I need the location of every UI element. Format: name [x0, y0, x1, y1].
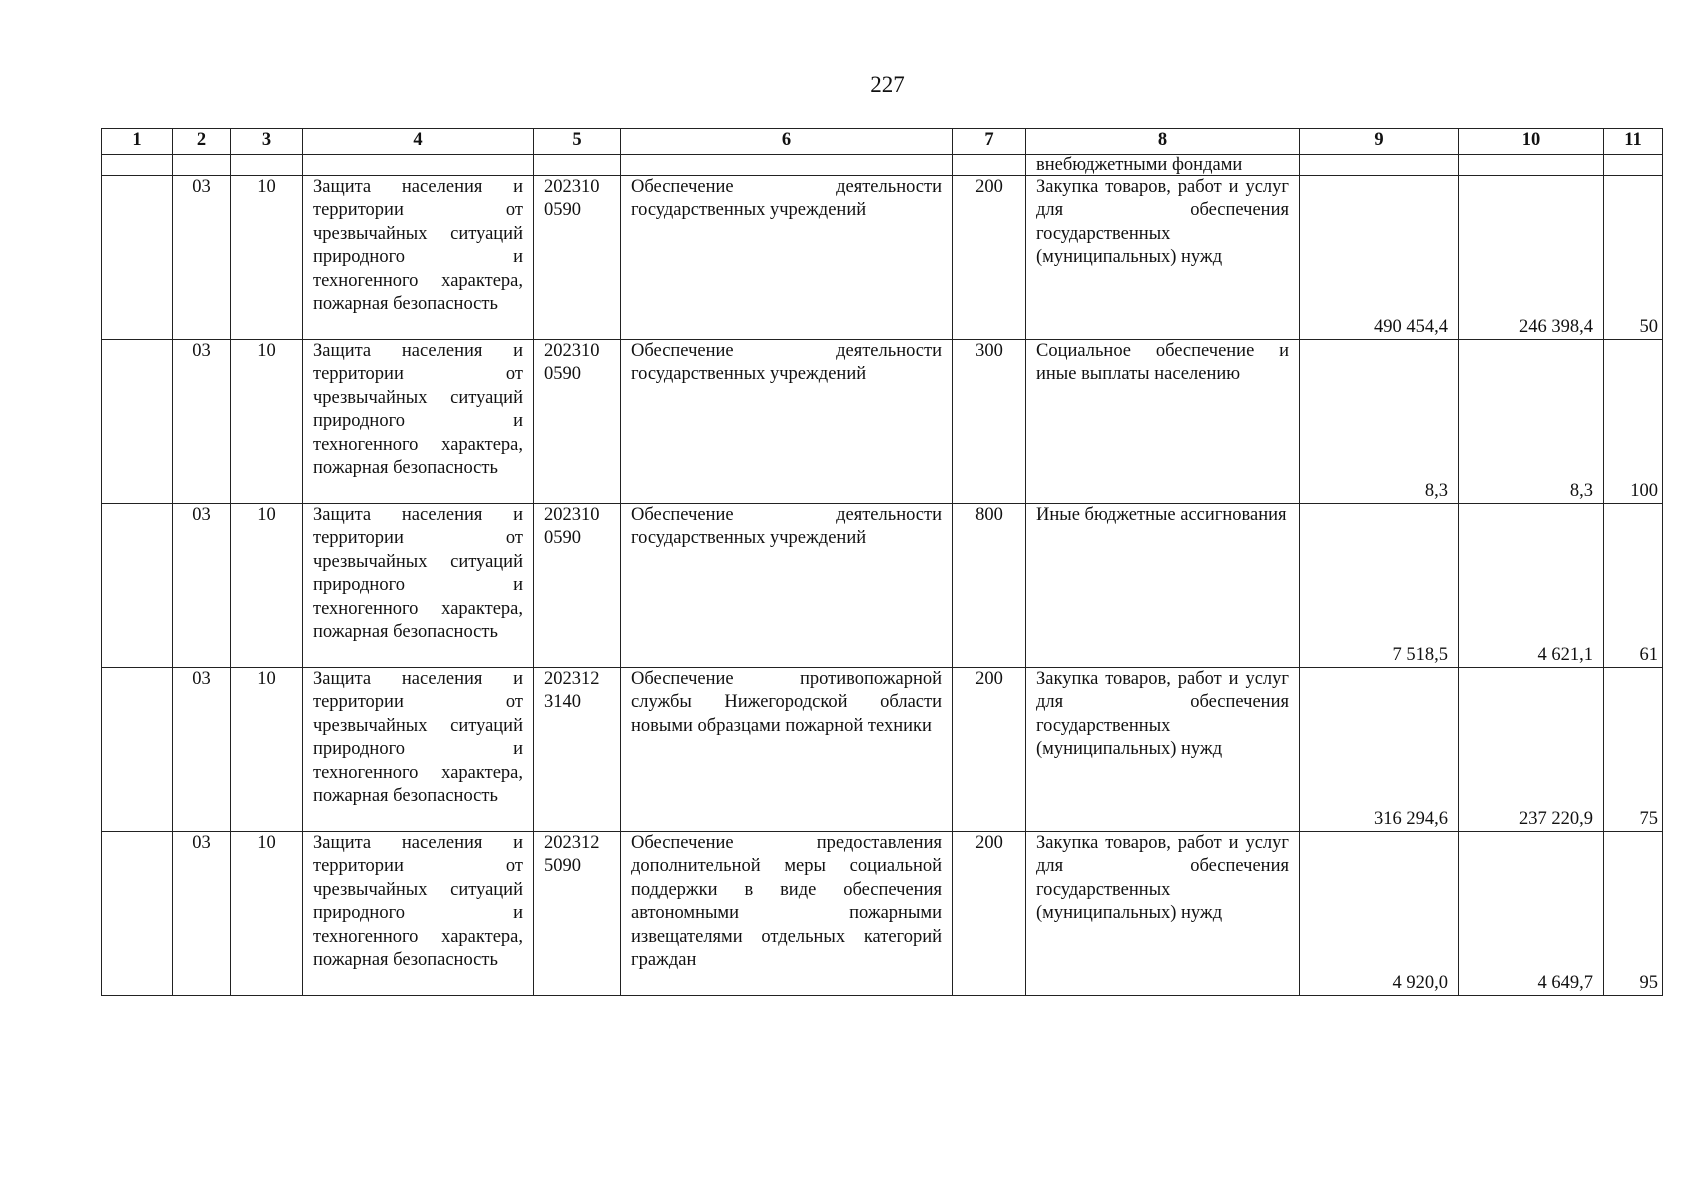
section-code-cell: 03 — [173, 832, 231, 996]
article-name-cell: Обеспечение деятельности государственных учреждений — [621, 340, 953, 504]
actual-amount-cell: 8,3 — [1459, 340, 1604, 504]
col1-cell — [102, 832, 173, 996]
expense-type-cell: Иные бюджетные ассигнования — [1026, 504, 1300, 668]
table-row — [102, 176, 1663, 340]
planned-amount-cell: 8,3 — [1300, 340, 1459, 504]
subsection-code-cell: 10 — [231, 340, 303, 504]
expense-type-cell: Закупка товаров, работ и услуг для обеспечения государственных (муниципальных) нужд — [1026, 176, 1300, 340]
col1-cell — [102, 176, 173, 340]
table-row — [102, 832, 1663, 996]
table-row — [102, 340, 1663, 504]
section-code-cell: 03 — [173, 340, 231, 504]
expense-type-cell: Социальное обеспечение и иные выплаты населению — [1026, 340, 1300, 504]
column-header: 9 — [1300, 129, 1459, 155]
section-name-cell: Защита населения и территории от чрезвычайных ситуаций природного и техногенного характера, пожарная безопасность — [303, 504, 534, 668]
target-article-part: 202312 — [544, 669, 600, 689]
actual-amount-cell: 4 621,1 — [1459, 504, 1604, 668]
target-article-part: 0590 — [544, 364, 581, 385]
target-article-part: 3140 — [544, 692, 581, 713]
target-article-part: 202310 — [544, 341, 600, 361]
col1-cell — [102, 504, 173, 668]
target-article-part: 0590 — [544, 200, 581, 221]
col1-cell — [102, 668, 173, 832]
section-name-cell: Защита населения и территории от чрезвычайных ситуаций природного и техногенного характера, пожарная безопасность — [303, 832, 534, 996]
actual-amount-cell: 246 398,4 — [1459, 176, 1604, 340]
subsection-code-cell: 10 — [231, 504, 303, 668]
percent-cell: 75 — [1604, 668, 1663, 832]
section-name-cell: Защита населения и территории от чрезвычайных ситуаций природного и техногенного характера, пожарная безопасность — [303, 176, 534, 340]
column-header: 8 — [1026, 129, 1300, 155]
subsection-code-cell: 10 — [231, 668, 303, 832]
column-header: 7 — [953, 129, 1026, 155]
target-article-part: 5090 — [544, 856, 581, 877]
percent-cell: 50 — [1604, 176, 1663, 340]
actual-amount-cell: 4 649,7 — [1459, 832, 1604, 996]
continuation-row — [102, 155, 1663, 176]
section-code-cell: 03 — [173, 504, 231, 668]
target-article-part: 202310 — [544, 505, 600, 525]
planned-amount-cell: 316 294,6 — [1300, 668, 1459, 832]
target-article-part: 202310 — [544, 177, 600, 197]
expense-type-cell: Закупка товаров, работ и услуг для обеспечения государственных (муниципальных) нужд — [1026, 832, 1300, 996]
col1-cell — [102, 340, 173, 504]
subsection-code-cell: 10 — [231, 832, 303, 996]
article-name-cell: Обеспечение предоставления дополнительной меры социальной поддержки в виде обеспечения автономными пожарными извещателями отдельных категорий граждан — [621, 832, 953, 996]
column-header: 6 — [621, 129, 953, 155]
target-article-cell — [534, 668, 621, 832]
column-header: 5 — [534, 129, 621, 155]
planned-amount-cell: 7 518,5 — [1300, 504, 1459, 668]
column-header: 3 — [231, 129, 303, 155]
section-code-cell: 03 — [173, 668, 231, 832]
section-name-cell: Защита населения и территории от чрезвычайных ситуаций природного и техногенного характера, пожарная безопасность — [303, 668, 534, 832]
percent-cell: 61 — [1604, 504, 1663, 668]
expense-code-cell: 800 — [953, 504, 1026, 668]
expense-code-cell: 200 — [953, 668, 1026, 832]
expense-code-cell: 300 — [953, 340, 1026, 504]
expense-code-cell: 200 — [953, 176, 1026, 340]
column-header: 11 — [1604, 129, 1663, 155]
page-number: 227 — [870, 72, 905, 97]
subsection-code-cell: 10 — [231, 176, 303, 340]
target-article-part: 202312 — [544, 833, 600, 853]
column-header: 4 — [303, 129, 534, 155]
target-article-cell — [534, 832, 621, 996]
column-number-row — [102, 129, 1663, 155]
column-header: 10 — [1459, 129, 1604, 155]
planned-amount-cell: 4 920,0 — [1300, 832, 1459, 996]
article-name-cell: Обеспечение деятельности государственных учреждений — [621, 176, 953, 340]
column-header: 1 — [102, 129, 173, 155]
target-article-part: 0590 — [544, 528, 581, 549]
expense-type-cell: Закупка товаров, работ и услуг для обеспечения государственных (муниципальных) нужд — [1026, 668, 1300, 832]
table-row — [102, 504, 1663, 668]
percent-cell: 100 — [1604, 340, 1663, 504]
target-article-cell — [534, 340, 621, 504]
budget-table — [101, 128, 1663, 996]
actual-amount-cell: 237 220,9 — [1459, 668, 1604, 832]
target-article-cell — [534, 504, 621, 668]
section-name-cell: Защита населения и территории от чрезвычайных ситуаций природного и техногенного характера, пожарная безопасность — [303, 340, 534, 504]
column-header: 2 — [173, 129, 231, 155]
section-code-cell: 03 — [173, 176, 231, 340]
target-article-cell — [534, 176, 621, 340]
article-name-cell: Обеспечение противопожарной службы Нижегородской области новыми образцами пожарной техники — [621, 668, 953, 832]
planned-amount-cell: 490 454,4 — [1300, 176, 1459, 340]
percent-cell: 95 — [1604, 832, 1663, 996]
expense-code-cell: 200 — [953, 832, 1026, 996]
article-name-cell: Обеспечение деятельности государственных учреждений — [621, 504, 953, 668]
table-row — [102, 668, 1663, 832]
expense-type-cell: внебюджетными фондами — [1026, 155, 1300, 176]
